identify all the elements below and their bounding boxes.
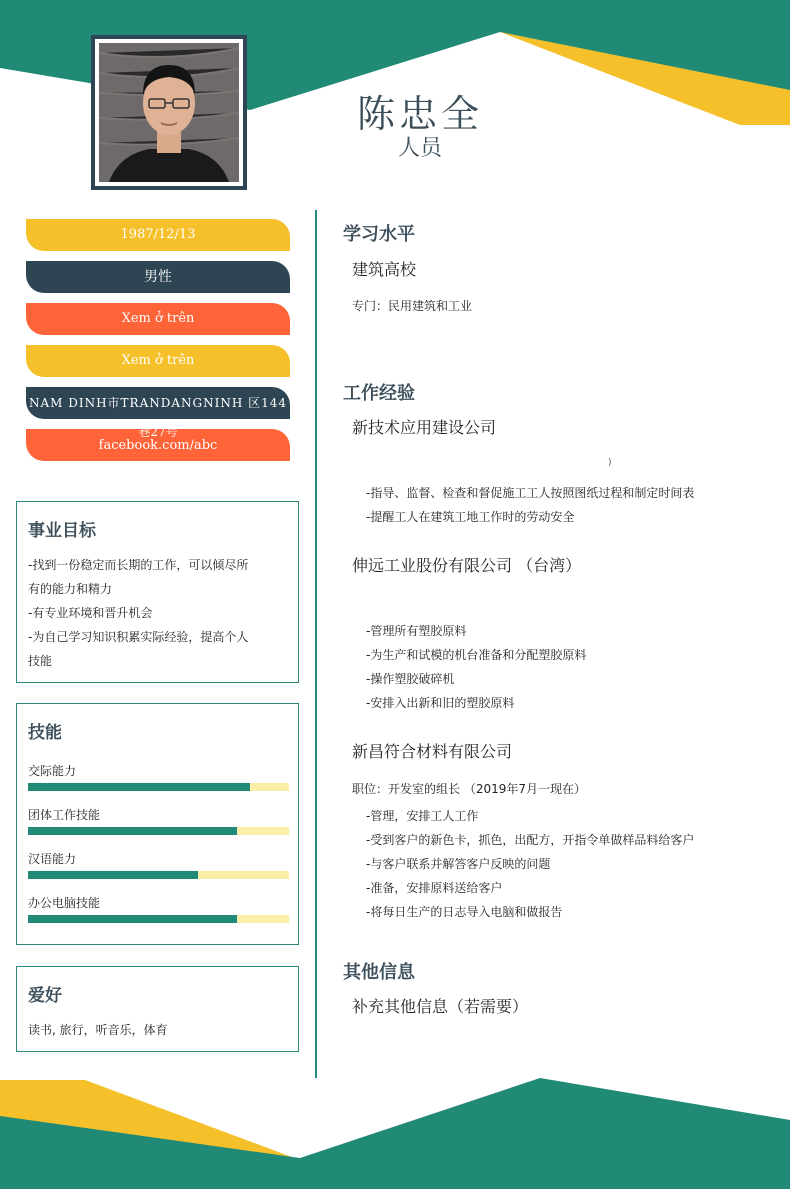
job-note: ) [608,458,612,468]
job-bullets [366,481,694,529]
skill-bar [28,783,289,791]
hobbies-box [16,966,299,1052]
skill-label: 办公电脑技能 [28,896,101,910]
job-bullet: -准备，安排原料送给客户 [366,881,503,895]
company-name: 新技术应用建设公司 [352,418,497,437]
skill-bar [28,915,289,923]
job-bullet: -管理，安排工人工作 [366,809,479,823]
address-line-2: 巷27号 [138,425,178,439]
job-bullet: -管理所有塑胶原料 [366,624,467,638]
other-info-text: 补充其他信息（若需要） [352,997,529,1016]
job-bullet: -提醒工人在建筑工地工作时的劳动安全 [366,510,575,524]
job-bullet: -为生产和试模的机台准备和分配塑胶原料 [366,648,587,662]
facebook-pill[interactable] [26,429,290,461]
skill-label: 汉语能力 [28,852,77,866]
email-pill: Xem ở trên [26,345,290,377]
phone-pill: Xem ở trên [26,303,290,335]
job-bullet: -安排入出新和旧的塑胶原料 [366,696,515,710]
address-line-1: NAM DINH市TRANDANGNINH 区144 [28,396,288,410]
hobbies-text: 读书, 旅行，听音乐，体育 [28,1023,168,1037]
school-name: 建筑高校 [352,260,417,279]
job-bullet: -将每日生产的日志导入电脑和做报告 [366,905,563,919]
avatar [99,43,239,182]
skill-label: 交际能力 [28,764,77,778]
skill-item [28,807,288,835]
job-bullets [366,804,694,924]
skill-item [28,851,288,879]
career-line: 技能 [28,654,53,668]
address-pill [26,387,290,419]
career-objective-title: 事业目标 [28,521,96,541]
skills-title: 技能 [28,723,62,743]
major: 专门：民用建筑和工业 [352,299,473,313]
name-block [330,92,510,162]
gender-pill: 男性 [26,261,290,293]
hobbies-title: 爱好 [28,986,62,1006]
skill-bar-fill [28,827,237,835]
career-line: -为自己学习知识积累实际经验，提高个人 [28,630,249,644]
job-bullet: -受到客户的新色卡，抓色，出配方，开指令单做样品料给客户 [366,833,695,847]
job-title: 人员 [397,136,442,161]
company-name: 新昌符合材料有限公司 [352,742,513,761]
facebook-link[interactable]: facebook.com/abc [98,438,218,453]
career-line: -找到一份稳定而长期的工作，可以倾尽所 [28,558,249,572]
skill-bar [28,871,289,879]
skills-box [16,703,299,945]
skill-bar-fill [28,871,198,879]
skill-item [28,763,288,791]
career-line: 有的能力和精力 [28,582,113,596]
job-bullet: -与客户联系并解答客户反映的问题 [366,857,551,871]
skill-bar-fill [28,783,250,791]
skills-list [28,763,288,923]
education-title: 学习水平 [343,224,415,245]
footer-background [0,1070,790,1189]
career-objective-box [16,501,299,683]
birthdate-pill: 1987/12/13 [26,219,290,251]
job-position: 职位：开发室的组长 （2019年7月一现在） [352,782,586,796]
job-bullets [366,619,586,715]
column-divider [315,210,317,1078]
skill-bar [28,827,289,835]
career-line: -有专业环境和晋升机会 [28,606,153,620]
experience-title: 工作经验 [343,383,415,404]
skill-bar-fill [28,915,237,923]
full-name: 陈忠全 [356,92,483,136]
skill-label: 团体工作技能 [28,808,101,822]
profile-photo [91,35,247,190]
other-info-title: 其他信息 [343,962,415,983]
skill-item [28,895,288,923]
job-bullet: -操作塑胶破碎机 [366,672,455,686]
company-name: 伸远工业股份有限公司 （台湾） [352,556,582,575]
job-bullet: -指导、监督、检查和督促施工工人按照图纸过程和制定时间表 [366,486,695,500]
career-objective-text [28,553,288,673]
